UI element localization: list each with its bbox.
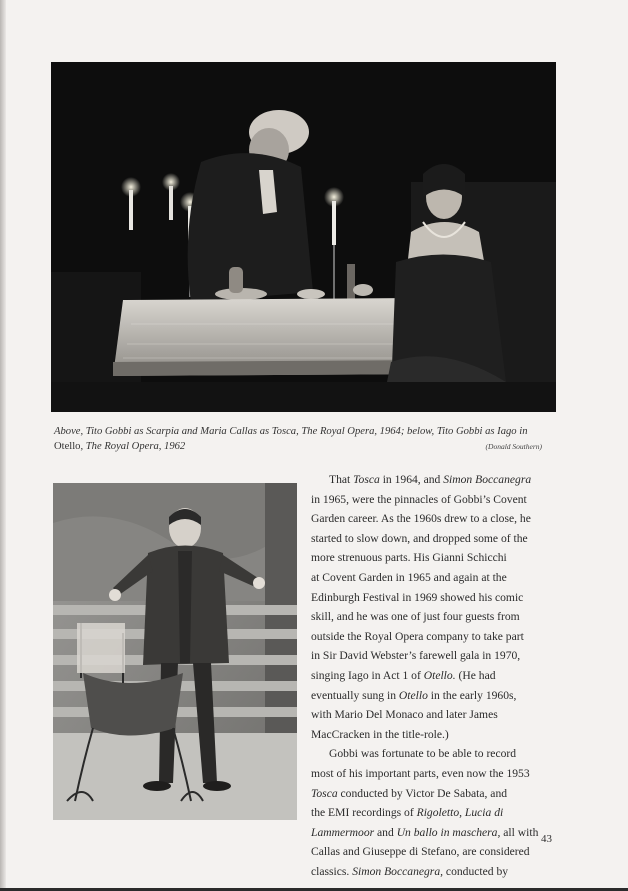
text-line [311, 705, 556, 725]
text-run: in 1965, were the pinnacles of Gobbi’s Covent [311, 492, 527, 506]
text-line [311, 588, 556, 608]
text-run: Garden career. As the 1960s drew to a close, he [311, 512, 531, 526]
text-run: That [329, 473, 354, 486]
body-paragraph [311, 744, 556, 881]
caption-segment: Otello [54, 441, 81, 452]
text-run: Tosca [311, 786, 338, 800]
text-run: started to slow down, and dropped some of the [311, 531, 528, 545]
text-run: most of his important parts, even now the 1953 [311, 766, 530, 780]
page-number: 43 [541, 833, 552, 845]
text-line [311, 862, 556, 882]
text-line [311, 509, 556, 529]
text-line [311, 529, 556, 549]
text-run: with Mario Del Monaco and later James [311, 708, 498, 722]
photo-iago-scene [53, 483, 297, 820]
text-line [311, 646, 556, 666]
text-run: Simon Boccanegra [443, 473, 532, 486]
text-run: Otello [398, 688, 428, 702]
photo-credit: (Donald Southern) [485, 442, 542, 451]
text-run: Un ballo in maschera, [396, 825, 501, 839]
text-run: (He had [455, 668, 496, 682]
text-line [311, 803, 556, 823]
text-run: skill, and he was one of just four guests from [311, 610, 520, 624]
text-run: outside the Royal Opera company to take part [311, 629, 524, 643]
page-edge [0, 0, 6, 891]
text-line [311, 470, 556, 490]
text-run: Tosca [353, 473, 380, 486]
text-line [311, 764, 556, 784]
text-run: Lammermoor [311, 825, 375, 839]
text-line [311, 627, 556, 647]
text-run: singing Iago in Act 1 of [311, 668, 424, 682]
text-line [311, 490, 556, 510]
text-run: classics. [311, 864, 353, 878]
text-line [311, 725, 556, 745]
text-run: Simon Boccanegra, [352, 864, 444, 878]
text-run: conducted by [443, 864, 509, 878]
article-body [311, 470, 556, 881]
text-run: Edinburgh Festival in 1969 showed his comic [311, 590, 524, 604]
caption-segment: Above, Tito Gobbi as Scarpia and Maria Callas as Tosca, The Royal Opera, 1964; below, Tito Gobbi as Iago in [54, 426, 528, 437]
text-line [311, 842, 556, 862]
text-line [311, 548, 556, 568]
text-run: at Covent Garden in 1965 and again at the [311, 570, 507, 584]
text-run: and [374, 825, 397, 839]
text-run: Otello. [423, 668, 456, 682]
text-line [311, 744, 556, 764]
text-line [311, 686, 556, 706]
text-line [311, 568, 556, 588]
text-run: in the early 1960s, [427, 688, 517, 702]
text-line [311, 784, 556, 804]
text-line [311, 607, 556, 627]
text-run: in 1964, and [379, 473, 444, 486]
text-run: Gobbi was fortunate to be able to record [329, 747, 517, 761]
text-line [311, 823, 556, 843]
text-run: MacCracken in the title-role.) [311, 727, 449, 741]
photo-caption [54, 424, 544, 454]
text-run: the EMI recordings of [311, 806, 417, 820]
caption-text [54, 426, 528, 452]
photo-tosca-scene [51, 62, 556, 412]
caption-segment: , The Royal Opera, 1962 [80, 441, 186, 452]
text-run: in Sir David Webster’s farewell gala in 1970, [311, 649, 521, 663]
text-run: Callas and Giuseppe di Stefano, are considered [311, 845, 530, 859]
text-line [311, 666, 556, 686]
text-run: conducted by Victor De Sabata, and [337, 786, 508, 800]
text-run: all with [500, 825, 539, 839]
text-run: more strenuous parts. His Gianni Schicchi [311, 551, 507, 565]
text-run: Rigoletto, Lucia di [416, 806, 504, 820]
text-run: eventually sung in [311, 688, 399, 702]
body-paragraph [311, 470, 556, 744]
